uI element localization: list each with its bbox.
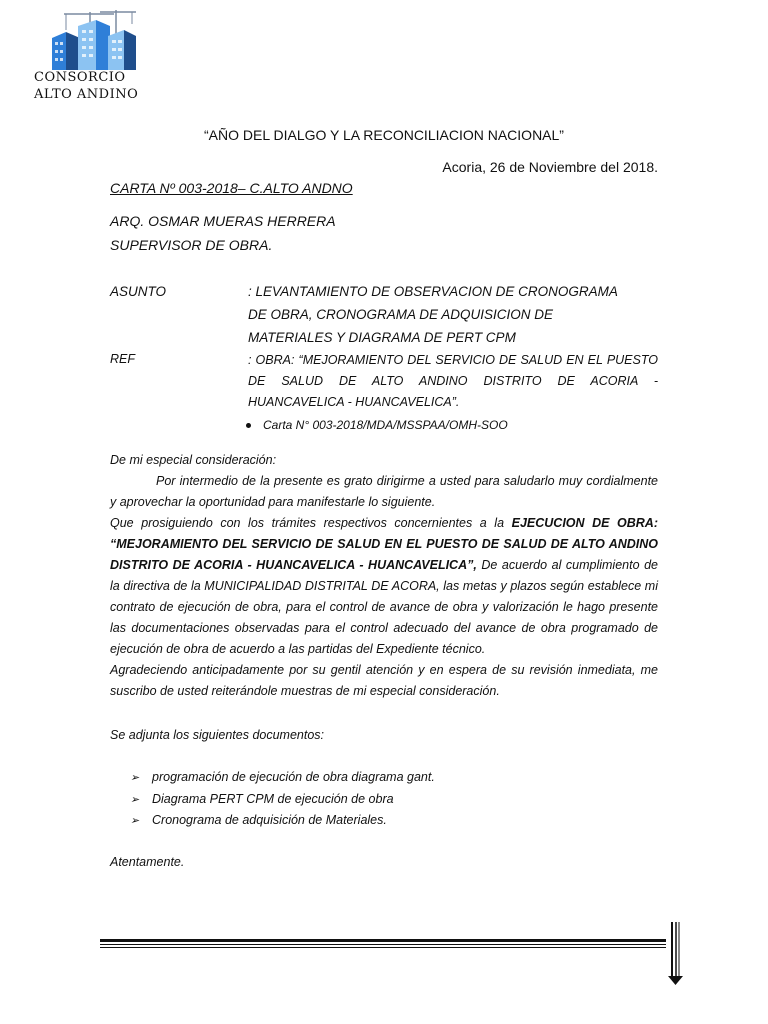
recipient-name: ARQ. OSMAR MUERAS HERRERA — [110, 213, 336, 229]
bullet-icon — [246, 423, 251, 428]
footer-rule — [100, 939, 666, 942]
arrow-bullet-icon: ➢ — [130, 794, 140, 806]
ref-line: DE SALUD DE ALTO ANDINO DISTRITO DE ACORIA - — [248, 374, 658, 388]
building-crane-icon — [44, 8, 144, 72]
attachment-item — [130, 792, 394, 806]
footer-rule-thin — [100, 947, 666, 948]
attachment-item — [130, 813, 387, 827]
letter-number: CARTA Nº 003-2018– C.ALTO ANDNO — [110, 180, 353, 196]
paragraph-main-pre: Que prosiguiendo con los trámites respectivos concernientes a la — [110, 516, 512, 530]
greeting: De mi especial consideración: — [110, 453, 277, 467]
ref-bullet-item — [246, 418, 508, 432]
closing: Atentamente. — [110, 855, 185, 869]
asunto-line: MATERIALES Y DIAGRAMA DE PERT CPM — [248, 330, 516, 345]
arrow-bullet-icon: ➢ — [130, 815, 140, 827]
arrow-bullet-icon: ➢ — [130, 772, 140, 784]
footer-rule-thin — [100, 944, 666, 945]
year-title: “AÑO DEL DIALGO Y LA RECONCILIACION NACIONAL” — [204, 127, 564, 143]
asunto-line: DE OBRA, CRONOGRAMA DE ADQUISICION DE — [248, 307, 554, 322]
attachment-text: Diagrama PERT CPM de ejecución de obra — [152, 792, 394, 806]
logo-name-line1: CONSORCIO — [34, 70, 126, 85]
asunto-label: ASUNTO — [110, 284, 167, 299]
down-arrow-icon — [667, 922, 687, 988]
date-line: Acoria, 26 de Noviembre del 2018. — [442, 159, 658, 175]
attachments-intro: Se adjunta los siguientes documentos: — [110, 728, 325, 742]
attachment-item — [130, 770, 435, 784]
asunto-line: : LEVANTAMIENTO DE OBSERVACION DE CRONOGRAMA — [248, 284, 618, 299]
paragraph-main — [110, 513, 658, 660]
obra-name: EJECUCION DE OBRA: “MEJORAMIENTO DEL SERVICIO DE SALUD EN EL PUESTO DE SALUD DE ALTO ANDINO DISTRITO DE ACORIA - HUANCAVELICA - HUANCAVELICA”, — [110, 516, 658, 572]
attachment-text: programación de ejecución de obra diagrama gant. — [152, 770, 435, 784]
paragraph-intro: Por intermedio de la presente es grato dirigirme a usted para saludarlo muy cordialmente y aprovechar la oportunidad para manifestarle lo siguiente. — [110, 474, 658, 509]
ref-line: HUANCAVELICA - HUANCAVELICA”. — [248, 395, 460, 409]
ref-bullet-text: Carta N° 003-2018/MDA/MSSPAA/OMH-SOO — [263, 418, 508, 432]
ref-label: REF — [110, 352, 135, 366]
asunto-text — [248, 280, 668, 349]
attachment-text: Cronograma de adquisición de Materiales. — [152, 813, 387, 827]
logo-name-line2: ALTO ANDINO — [34, 87, 139, 102]
ref-line: : OBRA: “MEJORAMIENTO DEL SERVICIO DE SALUD EN EL PUESTO — [248, 353, 658, 367]
recipient-role: SUPERVISOR DE OBRA. — [110, 237, 273, 253]
letter-body — [110, 450, 658, 702]
ref-text — [248, 350, 658, 413]
paragraph-closing: Agradeciendo anticipadamente por su gentil atención y en espera de su revisión inmediata, me suscribo de usted reiterándole muestras de mi especial consideración. — [110, 663, 658, 698]
paragraph-main-post: De acuerdo al cumplimiento de la directiva de la MUNICIPALIDAD DISTRITAL DE ACORA, las metas y plazos según establece mi contrato de ejecución de obra, para el control de avance de obra y valorización le hago presente las documentaciones observadas para el control adecuado del avance de obra programado de ejecución de obra de acuerdo a las partidas del Expediente técnico. — [110, 558, 658, 656]
